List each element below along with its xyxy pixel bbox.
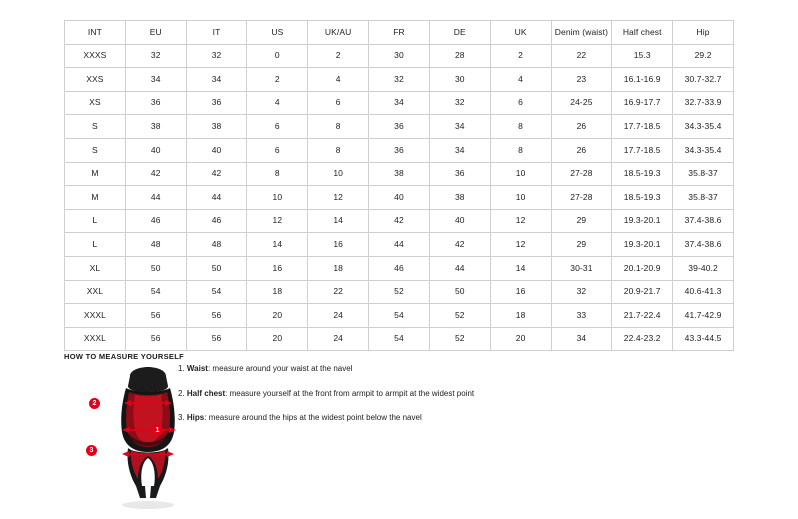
table-header: [65, 21, 734, 45]
instruction-term: Half chest: [186, 388, 226, 398]
table-row: [65, 186, 734, 210]
figure-bullet-3: 3: [86, 445, 97, 456]
size-label-cell: XXS: [65, 68, 126, 92]
table-cell: 29.2: [673, 44, 734, 68]
table-cell: 26: [551, 115, 612, 139]
table-cell: 16: [490, 280, 551, 304]
table-cell: 27-28: [551, 186, 612, 210]
table-cell: 18.5-19.3: [612, 186, 673, 210]
table-row: [65, 44, 734, 68]
size-label-cell: XXXL: [65, 327, 126, 351]
table-header-cell: DE: [429, 21, 490, 45]
table-cell: 40: [186, 138, 247, 162]
table-cell: 35.8-37: [673, 162, 734, 186]
table-cell: 56: [186, 327, 247, 351]
table-cell: 52: [429, 304, 490, 328]
instruction-term: Waist: [186, 364, 208, 373]
table-cell: 44: [429, 256, 490, 280]
table-cell: 6: [247, 138, 308, 162]
table-row: [65, 115, 734, 139]
table-cell: 34: [429, 138, 490, 162]
table-cell: 38: [186, 115, 247, 139]
table-cell: 41.7-42.9: [673, 304, 734, 328]
table-cell: 52: [429, 327, 490, 351]
table-cell: 42: [125, 162, 186, 186]
size-label-cell: XXXL: [65, 304, 126, 328]
table-cell: 36: [369, 115, 430, 139]
table-cell: 10: [247, 186, 308, 210]
table-cell: 17.7-18.5: [612, 138, 673, 162]
table-cell: 18: [308, 256, 369, 280]
table-header-cell: FR: [369, 21, 430, 45]
table-cell: 50: [186, 256, 247, 280]
table-cell: 42: [369, 209, 430, 233]
table-cell: 22: [551, 44, 612, 68]
table-cell: 34.3-35.4: [673, 138, 734, 162]
instruction-number: 3.: [178, 413, 185, 423]
table-row: [65, 138, 734, 162]
table-cell: 28: [429, 44, 490, 68]
size-label-cell: M: [65, 186, 126, 210]
table-cell: 54: [186, 280, 247, 304]
table-header-cell: Hip: [673, 21, 734, 45]
table-cell: 14: [308, 209, 369, 233]
instruction-number: 1.: [178, 364, 185, 373]
table-cell: 6: [308, 91, 369, 115]
table-cell: 33: [551, 304, 612, 328]
table-cell: 32: [125, 44, 186, 68]
table-cell: 36: [125, 91, 186, 115]
table-cell: 36: [369, 138, 430, 162]
table-row: [65, 68, 734, 92]
size-label-cell: XS: [65, 91, 126, 115]
table-cell: 16.1-16.9: [612, 68, 673, 92]
table-cell: 39-40.2: [673, 256, 734, 280]
table-cell: 6: [247, 115, 308, 139]
table-cell: 2: [490, 44, 551, 68]
table-row: [65, 327, 734, 351]
table-cell: 48: [186, 233, 247, 257]
table-cell: 36: [186, 91, 247, 115]
table-cell: 12: [490, 209, 551, 233]
table-cell: 37.4-38.6: [673, 233, 734, 257]
table-row: [65, 280, 734, 304]
table-cell: 22.4-23.2: [612, 327, 673, 351]
table-row: [65, 256, 734, 280]
size-label-cell: S: [65, 115, 126, 139]
table-cell: 40: [429, 209, 490, 233]
table-cell: 22: [308, 280, 369, 304]
table-header-cell: Denim (waist): [551, 21, 612, 45]
table-cell: 50: [429, 280, 490, 304]
table-cell: 12: [308, 186, 369, 210]
table-cell: 42: [429, 233, 490, 257]
how-to-measure-title: HOW TO MEASURE YOURSELF: [64, 352, 184, 361]
table-cell: 14: [247, 233, 308, 257]
table-cell: 16: [247, 256, 308, 280]
table-cell: 17.7-18.5: [612, 115, 673, 139]
table-row: [65, 233, 734, 257]
table-cell: 2: [308, 44, 369, 68]
table-cell: 26: [551, 138, 612, 162]
table-cell: 48: [125, 233, 186, 257]
table-cell: 56: [186, 304, 247, 328]
table-cell: 46: [125, 209, 186, 233]
table-cell: 34: [125, 68, 186, 92]
table-cell: 34: [551, 327, 612, 351]
size-chart-table: [64, 20, 734, 351]
size-label-cell: S: [65, 138, 126, 162]
table-cell: 52: [369, 280, 430, 304]
table-cell: 38: [125, 115, 186, 139]
table-cell: 2: [247, 68, 308, 92]
table-cell: 36: [429, 162, 490, 186]
table-cell: 8: [308, 115, 369, 139]
measure-instructions: [178, 364, 598, 438]
table-cell: 19.3-20.1: [612, 233, 673, 257]
figure-bullet-1: 1: [152, 425, 163, 436]
measure-instruction-line: [178, 413, 598, 423]
table-cell: 24-25: [551, 91, 612, 115]
table-cell: 4: [490, 68, 551, 92]
table-cell: 20: [490, 327, 551, 351]
size-chart-table-wrapper: [64, 20, 734, 351]
table-header-cell: UK: [490, 21, 551, 45]
measure-instruction-line: [178, 389, 598, 399]
table-cell: 8: [308, 138, 369, 162]
table-cell: 30.7-32.7: [673, 68, 734, 92]
instruction-text: : measure around the hips at the widest point below the navel: [204, 413, 422, 423]
table-cell: 14: [490, 256, 551, 280]
table-header-cell: IT: [186, 21, 247, 45]
table-cell: 34.3-35.4: [673, 115, 734, 139]
table-row: [65, 209, 734, 233]
table-cell: 16: [308, 233, 369, 257]
size-label-cell: XXXS: [65, 44, 126, 68]
table-cell: 56: [125, 327, 186, 351]
table-cell: 8: [490, 138, 551, 162]
table-cell: 40: [369, 186, 430, 210]
table-cell: 42: [186, 162, 247, 186]
table-header-cell: US: [247, 21, 308, 45]
table-row: [65, 162, 734, 186]
table-header-cell: Half chest: [612, 21, 673, 45]
table-header-cell: INT: [65, 21, 126, 45]
table-cell: 54: [369, 304, 430, 328]
table-cell: 6: [490, 91, 551, 115]
table-cell: 18: [490, 304, 551, 328]
size-label-cell: XXL: [65, 280, 126, 304]
table-cell: 30: [369, 44, 430, 68]
table-cell: 23: [551, 68, 612, 92]
table-header-cell: EU: [125, 21, 186, 45]
table-cell: 18: [247, 280, 308, 304]
measure-instruction-line: [178, 364, 598, 374]
table-cell: 32: [369, 68, 430, 92]
table-cell: 37.4-38.6: [673, 209, 734, 233]
table-cell: 4: [308, 68, 369, 92]
table-cell: 32: [186, 44, 247, 68]
table-header-cell: UK/AU: [308, 21, 369, 45]
table-cell: 32: [429, 91, 490, 115]
table-cell: 12: [490, 233, 551, 257]
table-cell: 30-31: [551, 256, 612, 280]
size-label-cell: L: [65, 209, 126, 233]
table-cell: 46: [369, 256, 430, 280]
table-cell: 40.6-41.3: [673, 280, 734, 304]
table-cell: 34: [369, 91, 430, 115]
instruction-number: 2.: [178, 388, 185, 398]
table-cell: 54: [125, 280, 186, 304]
table-cell: 32.7-33.9: [673, 91, 734, 115]
table-cell: 20: [247, 327, 308, 351]
table-cell: 35.8-37: [673, 186, 734, 210]
table-cell: 0: [247, 44, 308, 68]
table-cell: 34: [186, 68, 247, 92]
table-cell: 8: [247, 162, 308, 186]
table-row: [65, 91, 734, 115]
table-cell: 20.9-21.7: [612, 280, 673, 304]
table-cell: 44: [125, 186, 186, 210]
table-cell: 29: [551, 209, 612, 233]
size-label-cell: L: [65, 233, 126, 257]
instruction-term: Hips: [186, 413, 205, 423]
table-cell: 50: [125, 256, 186, 280]
table-cell: 10: [490, 162, 551, 186]
table-cell: 10: [308, 162, 369, 186]
table-cell: 18.5-19.3: [612, 162, 673, 186]
table-cell: 40: [125, 138, 186, 162]
table-cell: 12: [247, 209, 308, 233]
table-cell: 24: [308, 327, 369, 351]
table-cell: 24: [308, 304, 369, 328]
table-cell: 38: [429, 186, 490, 210]
figure-bullet-2: 2: [89, 398, 100, 409]
table-cell: 54: [369, 327, 430, 351]
table-cell: 32: [551, 280, 612, 304]
table-cell: 44: [186, 186, 247, 210]
table-cell: 56: [125, 304, 186, 328]
instruction-text: : measure yourself at the front from armpit to armpit at the widest point: [225, 388, 475, 398]
table-row: [65, 304, 734, 328]
table-cell: 27-28: [551, 162, 612, 186]
table-cell: 29: [551, 233, 612, 257]
table-cell: 43.3-44.5: [673, 327, 734, 351]
table-cell: 21.7-22.4: [612, 304, 673, 328]
table-cell: 15.3: [612, 44, 673, 68]
table-body: [65, 44, 734, 351]
table-cell: 16.9-17.7: [612, 91, 673, 115]
table-cell: 44: [369, 233, 430, 257]
table-cell: 46: [186, 209, 247, 233]
table-cell: 34: [429, 115, 490, 139]
table-cell: 19.3-20.1: [612, 209, 673, 233]
table-cell: 10: [490, 186, 551, 210]
table-cell: 38: [369, 162, 430, 186]
size-label-cell: M: [65, 162, 126, 186]
instruction-text: : measure around your waist at the navel: [207, 364, 353, 373]
table-cell: 4: [247, 91, 308, 115]
table-cell: 8: [490, 115, 551, 139]
table-cell: 30: [429, 68, 490, 92]
size-label-cell: XL: [65, 256, 126, 280]
table-cell: 20: [247, 304, 308, 328]
table-cell: 20.1-20.9: [612, 256, 673, 280]
table-header-row: [65, 21, 734, 45]
